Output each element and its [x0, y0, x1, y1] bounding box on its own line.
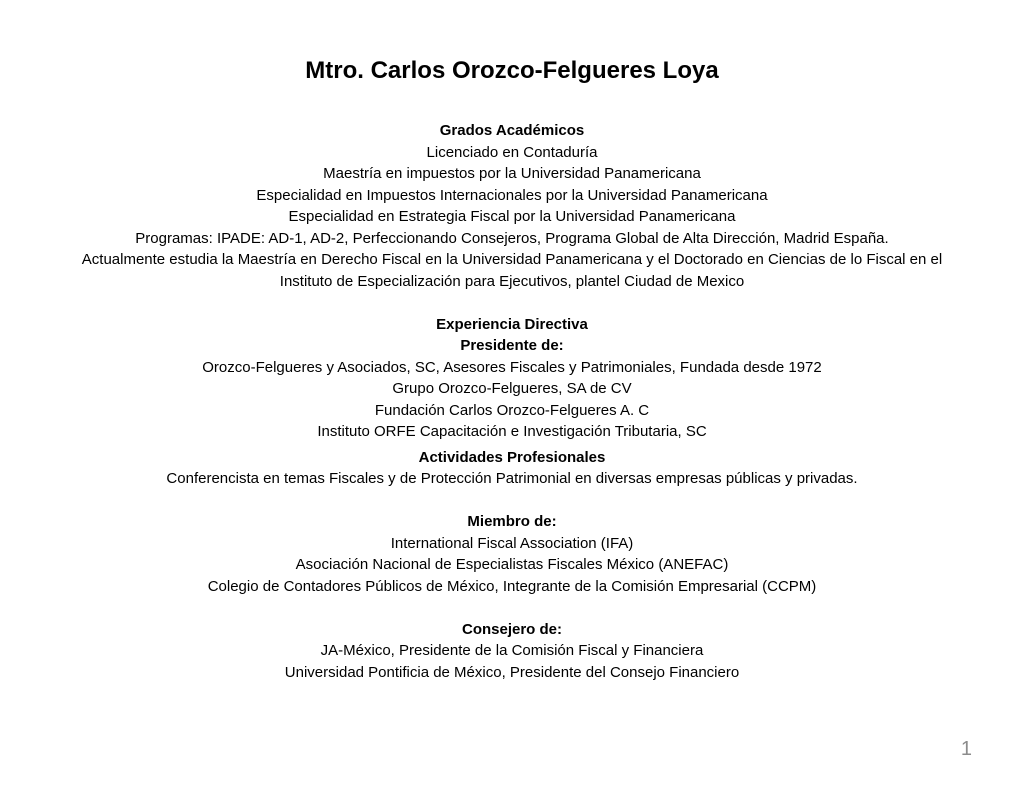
- grados-heading: Grados Académicos: [439, 122, 585, 139]
- miembro-line: Colegio de Contadores Públicos de México, Integrante de la Comisión Empresarial (CCPM): [207, 577, 817, 595]
- experiencia-heading: Experiencia Directiva: [436, 315, 588, 333]
- consejero-heading: Consejero de:: [461, 620, 563, 638]
- experiencia-line: Grupo Orozco-Felgueres, SA de CV: [392, 380, 632, 397]
- slide-title: Mtro. Carlos Orozco-Felgueres Loya: [305, 57, 719, 84]
- page-number: 1: [960, 738, 972, 760]
- actividades-heading: Actividades Profesionales: [418, 448, 606, 466]
- slide-body: [0, 120, 1024, 683]
- grados-line: Instituto de Especialización para Ejecutivos, plantel Ciudad de Mexico: [279, 272, 745, 290]
- miembro-line: Asociación Nacional de Especialistas Fiscales México (ANEFAC): [295, 556, 729, 573]
- presidente-subheading: Presidente de:: [460, 337, 564, 354]
- actividades-section: [0, 447, 1024, 490]
- experiencia-line: Instituto ORFE Capacitación e Investigación Tributaria, SC: [317, 423, 707, 440]
- consejero-line: Universidad Pontificia de México, Presidente del Consejo Financiero: [284, 663, 740, 681]
- spacer: [0, 292, 1024, 314]
- grados-line: Programas: IPADE: AD-1, AD-2, Perfeccionando Consejeros, Programa Global de Alta Dirección, Madrid España.: [135, 229, 889, 247]
- grados-line: Licenciado en Contaduría: [426, 143, 598, 161]
- miembro-line: International Fiscal Association (IFA): [390, 534, 634, 552]
- grados-line: Maestría en impuestos por la Universidad Panamericana: [323, 165, 701, 182]
- actividades-line: Conferencista en temas Fiscales y de Protección Patrimonial en diversas empresas públicas y privadas.: [166, 470, 858, 487]
- grados-line: Actualmente estudia la Maestría en Derecho Fiscal en la Universidad Panamericana y el Doctorado en Ciencias de lo Fiscal en el: [81, 251, 943, 268]
- miembro-section: [0, 511, 1024, 597]
- experiencia-line: Orozco-Felgueres y Asociados, SC, Asesores Fiscales y Patrimoniales, Fundada desde 1972: [202, 358, 822, 376]
- consejero-line: JA-México, Presidente de la Comisión Fiscal y Financiera: [320, 642, 704, 659]
- spacer: [0, 490, 1024, 512]
- grados-line: Especialidad en Estrategia Fiscal por la Universidad Panamericana: [288, 208, 736, 225]
- experiencia-section: [0, 314, 1024, 443]
- consejero-section: [0, 619, 1024, 684]
- experiencia-line: Fundación Carlos Orozco-Felgueres A. C: [374, 401, 650, 419]
- miembro-heading: Miembro de:: [467, 513, 557, 530]
- spacer: [0, 597, 1024, 619]
- grados-line: Especialidad en Impuestos Internacionales por la Universidad Panamericana: [256, 186, 768, 204]
- grados-section: [0, 120, 1024, 292]
